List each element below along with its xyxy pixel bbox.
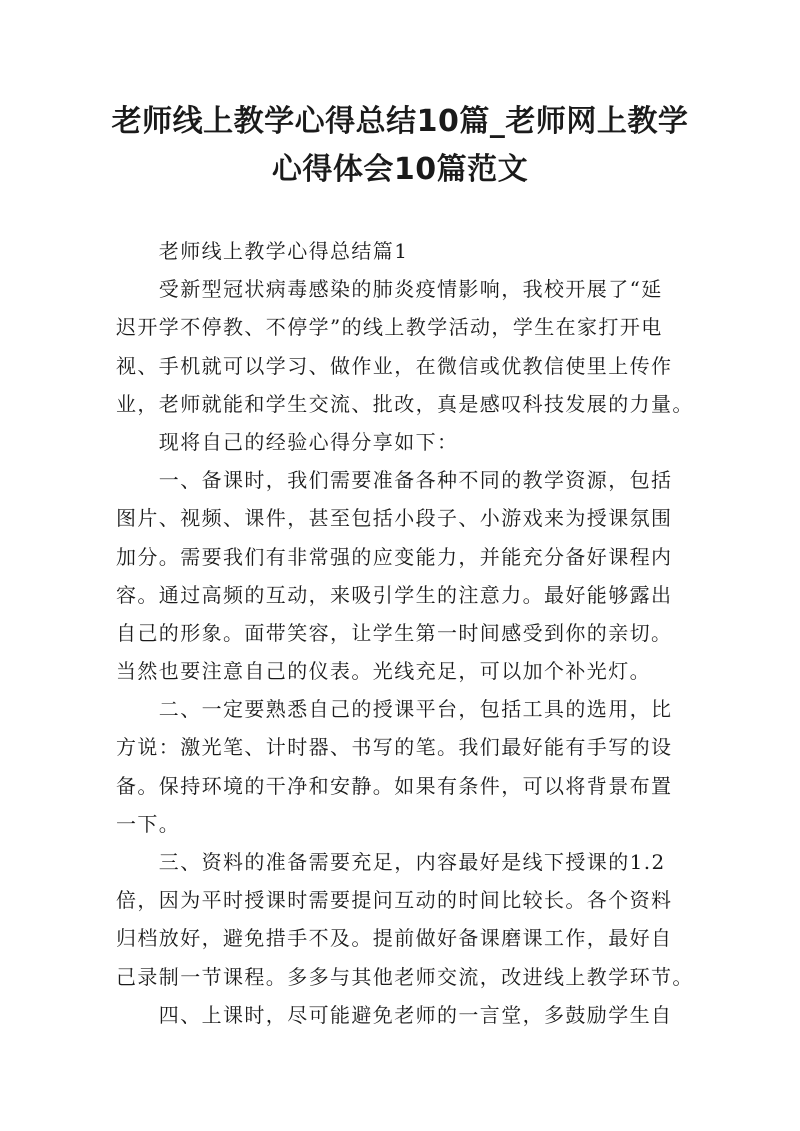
paragraph-line: 二、一定要熟悉自己的授课平台，包括工具的选用，比 [116, 697, 673, 722]
paragraph-line: 业，老师就能和学生交流、批改，真是感叹科技发展的力量。 [116, 391, 694, 416]
paragraph-line: 自己的形象。面带笑容，让学生第一时间感受到你的亲切。 [116, 620, 673, 645]
paragraph-line: 归档放好，避免措手不及。提前做好备课磨课工作，最好自 [116, 926, 673, 951]
title-line: 老师线上教学心得总结10篇_老师网上教学 [111, 104, 689, 139]
paragraph-line: 倍，因为平时授课时需要提问互动的时间比较长。各个资料 [116, 888, 673, 913]
paragraph-line: 一下。 [116, 811, 181, 836]
paragraph-line: 迟开学不停教、不停学”的线上教学活动，学生在家打开电 [116, 315, 663, 340]
paragraph-line: 容。通过高频的互动，来吸引学生的注意力。最好能够露出 [116, 582, 673, 607]
paragraph-line: 图片、视频、课件，甚至包括小段子、小游戏来为授课氛围 [116, 506, 673, 531]
document-title [80, 98, 720, 194]
section-heading: 老师线上教学心得总结篇1 [116, 239, 409, 263]
paragraph-line: 受新型冠状病毒感染的肺炎疫情影响，我校开展了“延 [116, 277, 663, 302]
paragraph-line: 三、资料的准备需要充足，内容最好是线下授课的1.2 [116, 850, 666, 874]
document-body [116, 232, 694, 1034]
paragraph-line: 一、备课时，我们需要准备各种不同的教学资源，包括 [116, 468, 673, 493]
paragraph-line: 方说：激光笔、计时器、书写的笔。我们最好能有手写的设 [116, 735, 673, 760]
paragraph-line: 己录制一节课程。多多与其他老师交流，改进线上教学环节。 [116, 964, 694, 989]
paragraph-line: 加分。需要我们有非常强的应变能力，并能充分备好课程内 [116, 544, 673, 569]
title-line: 心得体会10篇范文 [271, 152, 529, 187]
paragraph-line: 四、上课时，尽可能避免老师的一言堂，多鼓励学生自 [116, 1002, 673, 1027]
paragraph-line: 视、手机就可以学习、做作业，在微信或优教信使里上传作 [116, 353, 673, 378]
paragraph-line: 现将自己的经验心得分享如下： [116, 429, 459, 454]
paragraph-line: 当然也要注意自己的仪表。光线充足，可以加个补光灯。 [116, 659, 651, 684]
paragraph-line: 备。保持环境的干净和安静。如果有条件，可以将背景布置 [116, 773, 673, 798]
